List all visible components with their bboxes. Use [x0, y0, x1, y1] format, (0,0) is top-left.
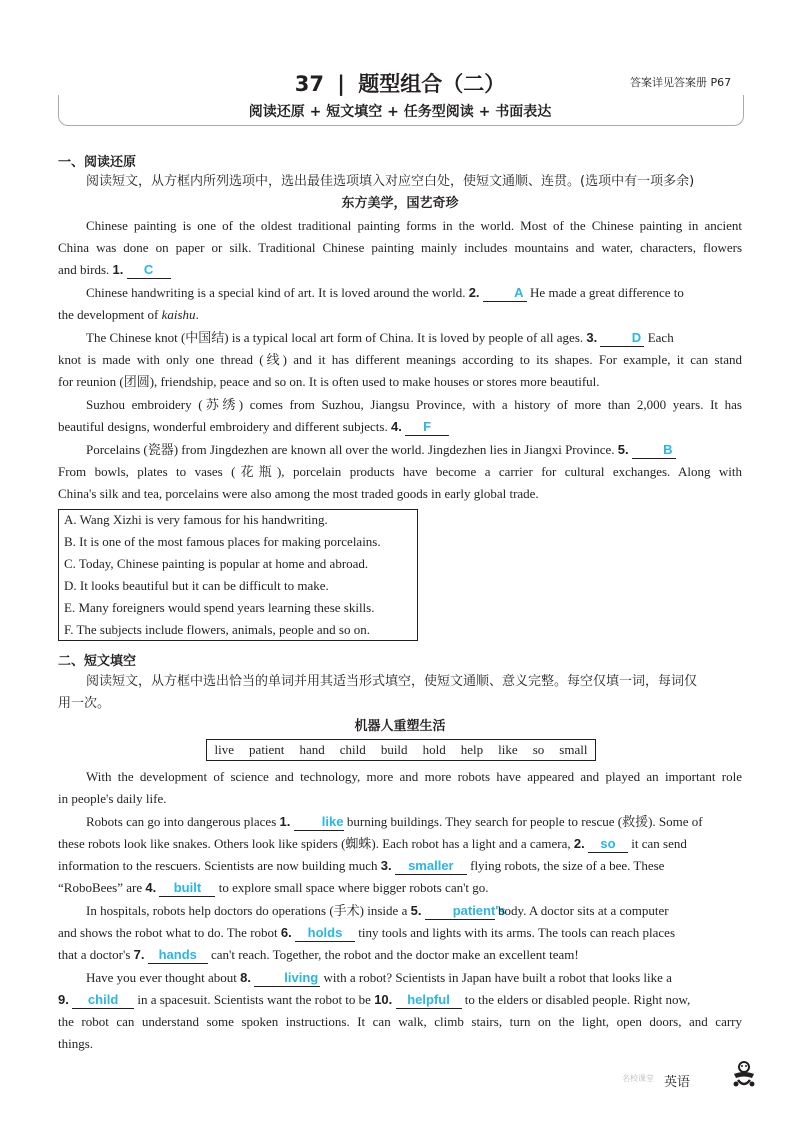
s2-p1-line2: in people's daily life.: [58, 791, 167, 806]
s2-p4-text-d: to the elders or disabled people. Right now,: [464, 992, 691, 1007]
s1-blank-1-number: 1.: [112, 262, 124, 277]
s2-p3-text-d: tiny tools and lights with its arms. The tools can reach places: [358, 925, 676, 940]
s1-p3-text-a: The Chinese knot (中国结) is a typical local art form of China. It is loved by people of all ages.: [86, 330, 584, 345]
s1-blank-2-number: 2.: [468, 285, 480, 300]
s1-p1-line3: [58, 259, 742, 281]
option-c: C. Today, Chinese painting is popular at home and abroad.: [64, 556, 369, 571]
s1-p4-line2: [58, 416, 742, 438]
word-bank-item: build: [380, 742, 408, 757]
s2-p2-text-b: burning buildings. They search for people to rescue (救援). Some of: [346, 814, 703, 829]
s2-p2-line2: [58, 833, 742, 855]
s2-blank-9-answer: child: [72, 992, 134, 1009]
s2-blank-8-answer: living: [254, 970, 320, 987]
s2-p4-line4: things.: [58, 1036, 94, 1051]
word-bank-item: child: [339, 742, 366, 757]
page-header: [0, 0, 800, 130]
s2-p2-text-e: information to the rescuers. Scientists are now building much: [58, 858, 378, 873]
s1-p2-line1: [58, 282, 742, 304]
s1-p3-line1: [58, 327, 742, 349]
s1-blank-4-answer: F: [405, 419, 449, 436]
s1-p3-line3: for reunion (团圆), friendship, peace and so on. It is often used to make houses or stores more beautiful.: [58, 374, 600, 389]
s1-p2-kaishu: kaishu: [161, 307, 196, 322]
section2-instruction-line1: 阅读短文，从方框中选出恰当的单词并用其适当形式填空，使短文通顺、意义完整。每空仅填一词，每词仅: [86, 674, 698, 689]
s2-p2-line1: [58, 811, 742, 833]
s1-blank-5-answer: B: [632, 442, 676, 459]
s2-p4-text-b: with a robot? Scientists in Japan have built a robot that looks like a: [323, 970, 672, 985]
s2-blank-5-answer: patient's: [425, 903, 495, 920]
s2-p3-text-f: can't reach. Together, the robot and the doctor make an excellent team!: [210, 947, 579, 962]
word-bank-item: small: [559, 742, 588, 757]
s2-blank-1-number: 1.: [279, 814, 291, 829]
section2-passage-title: 机器人重塑生活: [354, 719, 446, 734]
s1-p3-text-b: Each: [647, 330, 674, 345]
option-d: D. It looks beautiful but it can be difficult to make.: [64, 578, 329, 593]
s1-p1-text: and birds.: [58, 262, 110, 277]
section1-instruction: 阅读短文，从方框内所列选项中，选出最佳选项填入对应空白处，使短文通顺、连贯。(选项中有一项多余): [86, 174, 695, 189]
s1-blank-1-answer: C: [127, 262, 171, 279]
word-bank-item: hand: [299, 742, 325, 757]
s2-blank-8-number: 8.: [240, 970, 251, 985]
footer-subject: 英语: [664, 1075, 691, 1090]
s1-p5-line1: [58, 439, 742, 461]
s2-p3-text-e: that a doctor's: [58, 947, 131, 962]
s2-blank-7-number: 7.: [133, 947, 145, 962]
s2-p3-text-a: In hospitals, robots help doctors do operations (手术) inside a: [86, 903, 408, 918]
section2-heading: 二、短文填空: [58, 654, 137, 669]
s1-p2-line2: [58, 304, 742, 326]
s2-blank-9-number: 9.: [58, 992, 69, 1007]
s1-blank-5-number: 5.: [617, 442, 629, 457]
s2-p3-line3: [58, 944, 742, 966]
s2-blank-1-answer: like: [294, 814, 344, 831]
s2-blank-5-number: 5.: [410, 903, 422, 918]
s1-p4-text: beautiful designs, wonderful embroidery and different subjects.: [58, 419, 388, 434]
s2-p4-line1: [58, 967, 742, 989]
s2-blank-4-number: 4.: [145, 880, 157, 895]
s1-p1-line2: China was done on paper or silk. Traditional Chinese painting mainly includes mountains and water, characters, flowers: [58, 240, 742, 255]
unit-title: 题型组合（二）: [358, 72, 506, 96]
s2-blank-6-number: 6.: [280, 925, 292, 940]
s2-blank-2-answer: so: [588, 836, 628, 853]
s1-p2-period: .: [195, 307, 199, 322]
s1-blank-3-answer: D: [600, 330, 644, 347]
s2-p2-text-c: these robots look like snakes. Others look like spiders (蜘蛛). Each robot has a light and a camera,: [58, 836, 571, 851]
s2-p2-line3: [58, 855, 742, 877]
s2-p2-text-f: flying robots, the size of a bee. These: [470, 858, 665, 873]
s1-p3-line2: knot is made with only one thread (线) and it has different meanings according to its shapes. For example, it can stand: [58, 352, 742, 367]
option-a: A. Wang Xizhi is very famous for his handwriting.: [64, 512, 328, 527]
s2-blank-10-number: 10.: [374, 992, 393, 1007]
option-b: B. It is one of the most famous places for making porcelains.: [64, 534, 381, 549]
s2-p4-line3: the robot can understand some spoken instructions. It can walk, climb stairs, turn on the light, open doors, and carry: [58, 1014, 742, 1029]
s2-blank-3-number: 3.: [380, 858, 392, 873]
s2-blank-2-number: 2.: [573, 836, 585, 851]
s1-p5-text-a: Porcelains (瓷器) from Jingdezhen are known all over the world. Jingdezhen lies in Jiangxi Province.: [86, 442, 615, 457]
s2-p2-line4: [58, 877, 742, 899]
s2-p3-text-c: and shows the robot what to do. The robot: [58, 925, 278, 940]
unit-number: 37: [294, 72, 324, 96]
word-bank: [206, 739, 596, 761]
s2-p3-text-b: body. A doctor sits at a computer: [497, 903, 669, 918]
s2-p1-line1: With the development of science and technology, more and more robots have appeared and played an important role: [86, 769, 742, 784]
s2-blank-3-answer: smaller: [395, 858, 467, 875]
footer-brand-text: 名校课堂: [622, 1074, 654, 1083]
word-bank-item: like: [498, 742, 518, 757]
section1-heading: 一、阅读还原: [58, 155, 137, 170]
s2-p2-text-g: “RoboBees” are: [58, 880, 143, 895]
word-bank-item: help: [460, 742, 484, 757]
section2-instruction-line2: 用一次。: [58, 696, 111, 711]
word-bank-item: hold: [422, 742, 446, 757]
s2-blank-6-answer: holds: [295, 925, 355, 942]
page-subtitle: 阅读还原 + 短文填空 + 任务型阅读 + 书面表达: [248, 104, 552, 120]
mascot-logo-icon: [728, 1058, 760, 1090]
options-box: [58, 509, 418, 641]
s2-p4-text-a: Have you ever thought about: [86, 970, 237, 985]
option-f: F. The subjects include flowers, animals, people and so on.: [64, 622, 370, 637]
s1-p5-line3: China's silk and tea, porcelains were also among the most traded goods in early global trade.: [58, 486, 539, 501]
title-separator: |: [337, 72, 345, 96]
word-bank-item: so: [532, 742, 545, 757]
answer-reference: 答案详见答案册 P67: [630, 76, 732, 89]
s1-p5-line2: From bowls, plates to vases (花瓶), porcelain products have become a carrier for cultural exchanges. Along with: [58, 464, 742, 479]
s2-p2-text-a: Robots can go into dangerous places: [86, 814, 277, 829]
section1-passage-title: 东方美学，国艺奇珍: [341, 196, 459, 211]
s2-p3-line1: [58, 900, 742, 922]
s2-p2-text-d: it can send: [631, 836, 687, 851]
s1-p2-text-a: Chinese handwriting is a special kind of art. It is loved around the world.: [86, 285, 466, 300]
s2-p4-text-c: in a spacesuit. Scientists want the robot to be: [137, 992, 371, 1007]
s1-p2-text-b: He made a great difference to: [530, 285, 684, 300]
s2-blank-4-answer: built: [159, 880, 215, 897]
s2-p4-line2: [58, 989, 742, 1011]
s1-blank-2-answer: A: [483, 285, 527, 302]
s1-p2-text-c: the development of: [58, 307, 162, 322]
s1-p1-line1: Chinese painting is one of the oldest traditional painting forms in the world. Most of the Chinese painting in ancient: [86, 218, 742, 233]
option-e: E. Many foreigners would spend years learning these skills.: [64, 600, 375, 615]
s1-blank-3-number: 3.: [586, 330, 598, 345]
s2-p3-line2: [58, 922, 742, 944]
word-bank-item: patient: [249, 742, 285, 757]
s1-blank-4-number: 4.: [390, 419, 402, 434]
s1-p4-line1: Suzhou embroidery (苏绣) comes from Suzhou, Jiangsu Province, with a history of more than 2,000 years. It has: [86, 397, 742, 412]
s2-blank-10-answer: helpful: [396, 992, 462, 1009]
s2-blank-7-answer: hands: [148, 947, 208, 964]
word-bank-item: live: [214, 742, 235, 757]
s2-p2-text-h: to explore small space where bigger robots can't go.: [218, 880, 489, 895]
